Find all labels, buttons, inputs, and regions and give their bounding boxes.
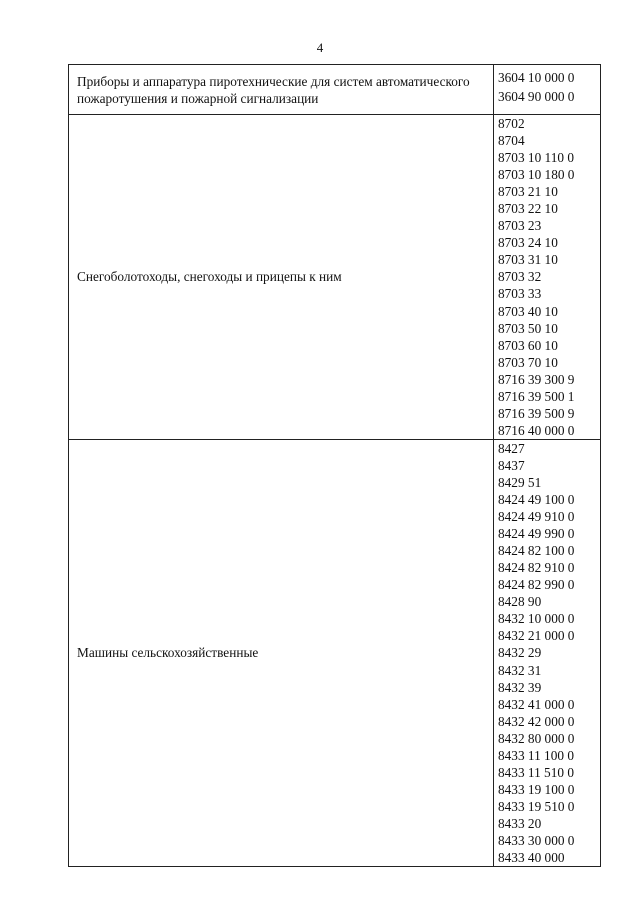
product-code-table: [68, 64, 601, 867]
code-line: 8433 19 100 0: [498, 781, 575, 797]
code-line: 8427: [498, 440, 525, 456]
table-row: [69, 439, 601, 866]
code-line: 8432 21 000 0: [498, 628, 575, 644]
code-line: 8432 10 000 0: [498, 611, 575, 627]
code-line: 8703 32: [498, 269, 542, 285]
code-line: 8432 80 000 0: [498, 730, 575, 746]
code-line: 8703 33: [498, 286, 542, 302]
code-line: 8433 19 510 0: [498, 798, 575, 814]
code-line: 8432 42 000 0: [498, 713, 575, 729]
code-line: 8433 11 100 0: [498, 747, 574, 763]
code-line: 8432 41 000 0: [498, 696, 575, 712]
codes-cell: [494, 65, 601, 115]
code-line: 8716 40 000 0: [498, 422, 575, 438]
code-line: 8433 30 000 0: [498, 832, 575, 848]
code-line: 8703 60 10: [498, 337, 558, 353]
code-line: 8703 10 180 0: [498, 167, 575, 183]
table-body: [69, 65, 601, 867]
code-line: 8432 31: [498, 662, 542, 678]
code-line: 8424 49 990 0: [498, 526, 575, 542]
code-line: 8433 40 000: [498, 850, 565, 866]
code-line: 8433 11 510 0: [498, 764, 574, 780]
product-name-cell: Снегоболотоходы, снегоходы и прицепы к ним: [69, 115, 494, 440]
codes-cell: [494, 115, 601, 440]
code-line: 3604 90 000 0: [498, 89, 575, 104]
code-line: 8716 39 500 9: [498, 405, 575, 421]
code-line: 8703 10 110 0: [498, 150, 574, 166]
product-name-cell: Приборы и аппаратура пиротехнические для систем автоматического пожаротушения и пожарной сигнализации: [69, 65, 494, 115]
code-line: 8429 51: [498, 474, 542, 490]
product-name-cell: Машины сельскохозяйственные: [69, 439, 494, 866]
codes-cell: [494, 439, 601, 866]
code-line: 8424 49 910 0: [498, 509, 575, 525]
code-line: 8703 22 10: [498, 201, 558, 217]
code-line: 8703 21 10: [498, 184, 558, 200]
code-line: 8433 20: [498, 815, 542, 831]
code-line: 8432 39: [498, 679, 542, 695]
code-line: 3604 10 000 0: [498, 70, 575, 85]
code-line: 8716 39 300 9: [498, 371, 575, 387]
code-line: 8703 23: [498, 218, 542, 234]
code-line: 8703 70 10: [498, 354, 558, 370]
table-row: [69, 65, 601, 115]
code-line: 8424 82 100 0: [498, 543, 575, 559]
code-line: 8424 49 100 0: [498, 492, 575, 508]
code-line: 8702: [498, 116, 525, 131]
code-line: 8703 40 10: [498, 303, 558, 319]
code-line: 8704: [498, 133, 525, 149]
code-line: 8703 24 10: [498, 235, 558, 251]
code-line: 8703 50 10: [498, 320, 558, 336]
code-line: 8716 39 500 1: [498, 388, 575, 404]
code-line: 8428 90: [498, 594, 542, 610]
code-line: 8424 82 910 0: [498, 560, 575, 576]
code-line: 8432 29: [498, 645, 542, 661]
code-line: 8703 31 10: [498, 252, 558, 268]
code-line: 8437: [498, 457, 525, 473]
table-row: [69, 115, 601, 440]
page-number: 4: [316, 40, 324, 55]
code-line: 8424 82 990 0: [498, 577, 575, 593]
